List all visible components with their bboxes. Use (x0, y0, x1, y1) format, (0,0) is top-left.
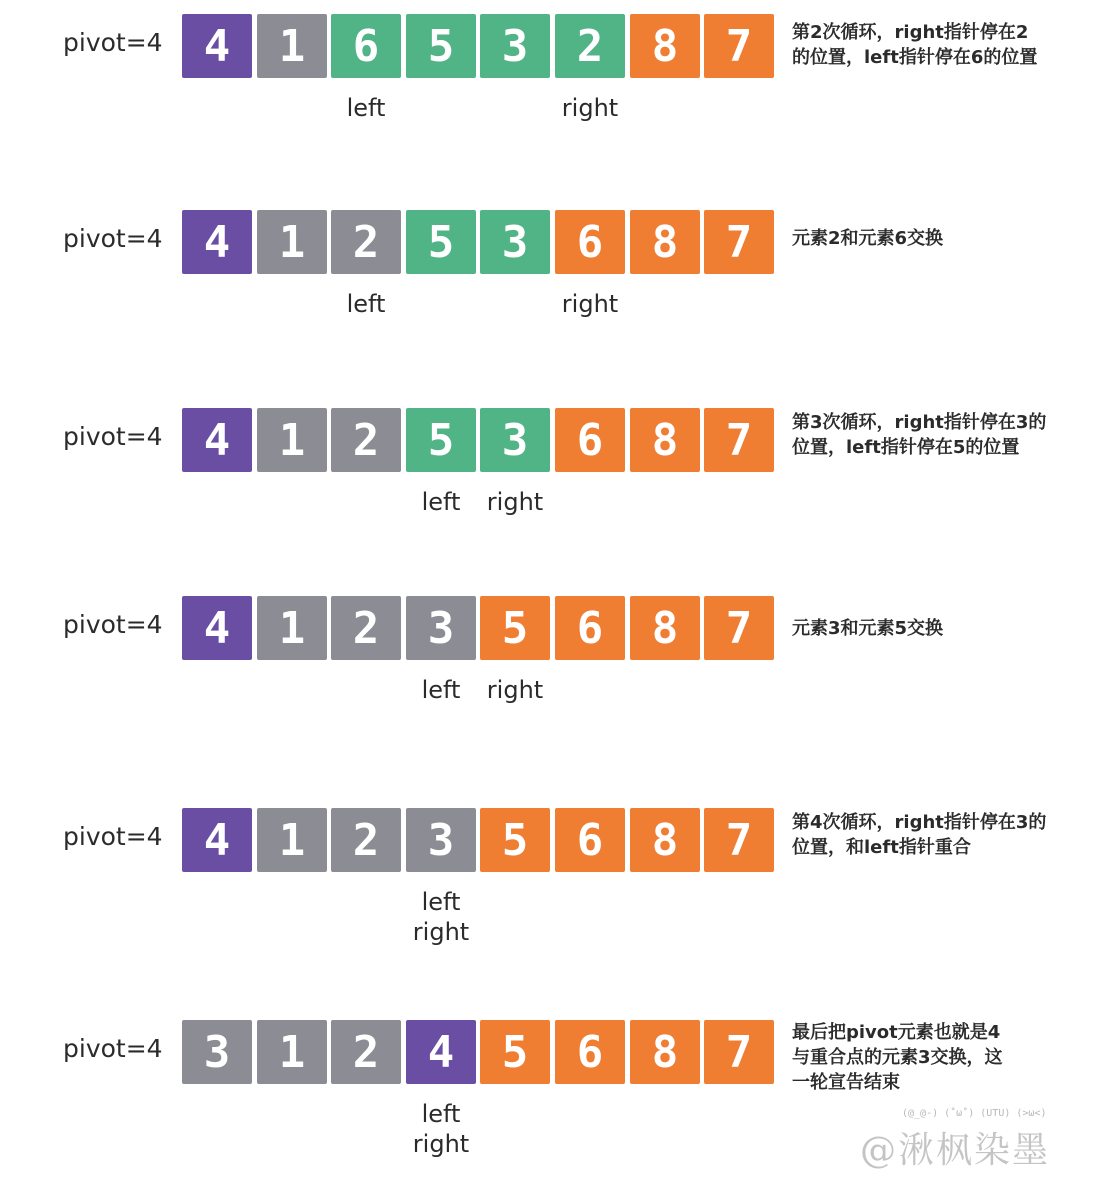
array-cell: 4 (406, 1020, 476, 1084)
array-cell: 1 (257, 408, 327, 472)
pivot-label: pivot=4 (63, 610, 163, 639)
pointer-left: left (346, 94, 386, 122)
pointer-left: left (421, 488, 461, 516)
array-cell: 1 (257, 210, 327, 274)
array-cell: 5 (406, 210, 476, 274)
array-cell: 3 (182, 1020, 252, 1084)
array-cell: 7 (704, 210, 774, 274)
array-cell: 5 (480, 596, 550, 660)
array-cell: 6 (331, 14, 401, 78)
step-note: 最后把pivot元素也就是4 与重合点的元素3交换，这 一轮宣告结束 (792, 1022, 1003, 1093)
step-note: 第4次循环，right指针停在3的 位置，和left指针重合 (792, 812, 1047, 858)
pointer-left: left (421, 888, 461, 916)
array-cell: 6 (555, 596, 625, 660)
array-cell: 6 (555, 808, 625, 872)
array-cell: 2 (331, 596, 401, 660)
array-cell: 7 (704, 808, 774, 872)
array-cell: 4 (182, 14, 252, 78)
array-cell: 7 (704, 14, 774, 78)
array-cell: 8 (630, 1020, 700, 1084)
array-cell: 3 (406, 596, 476, 660)
watermark (860, 1108, 1090, 1178)
array-cell: 4 (182, 210, 252, 274)
pointer-left: left (421, 1100, 461, 1128)
array-cell: 8 (630, 808, 700, 872)
array-cell: 7 (704, 408, 774, 472)
array-cell: 3 (480, 14, 550, 78)
array-cell: 6 (555, 1020, 625, 1084)
array-cell: 4 (182, 408, 252, 472)
array-cell: 5 (406, 14, 476, 78)
array-cell: 7 (704, 1020, 774, 1084)
array-cell: 3 (480, 408, 550, 472)
array-cell: 2 (555, 14, 625, 78)
pivot-label: pivot=4 (63, 1034, 163, 1063)
array-cell: 8 (630, 596, 700, 660)
pivot-label: pivot=4 (63, 822, 163, 851)
pointer-right: right (486, 488, 544, 516)
pivot-label: pivot=4 (63, 28, 163, 57)
step-note: 第2次循环，right指针停在2 的位置，left指针停在6的位置 (792, 22, 1038, 68)
pivot-label: pivot=4 (63, 422, 163, 451)
array-cell: 3 (406, 808, 476, 872)
array-cell: 2 (331, 1020, 401, 1084)
array-cell: 1 (257, 14, 327, 78)
array-cell: 1 (257, 1020, 327, 1084)
array-cell: 5 (480, 1020, 550, 1084)
pointer-left: left (421, 676, 461, 704)
array-cell: 8 (630, 14, 700, 78)
array-cell: 2 (331, 808, 401, 872)
array-cell: 8 (630, 408, 700, 472)
pointer-right: right (561, 94, 619, 122)
pointer-right: right (486, 676, 544, 704)
array-cell: 8 (630, 210, 700, 274)
array-cell: 1 (257, 596, 327, 660)
watermark-faces: (@_@-) (˚ω˚) (UTU) (>ω<) (902, 1108, 1047, 1119)
array-cell: 6 (555, 408, 625, 472)
pointer-left: left (346, 290, 386, 318)
array-cell: 2 (331, 408, 401, 472)
array-cell: 4 (182, 596, 252, 660)
pivot-label: pivot=4 (63, 224, 163, 253)
array-cell: 1 (257, 808, 327, 872)
array-cell: 6 (555, 210, 625, 274)
pointer-right: right (412, 1130, 470, 1158)
watermark-text: @湫枫染墨 (860, 1130, 1051, 1171)
step-note: 元素3和元素5交换 (792, 618, 944, 639)
array-cell: 2 (331, 210, 401, 274)
pointer-right: right (561, 290, 619, 318)
step-note: 元素2和元素6交换 (792, 228, 944, 249)
array-cell: 7 (704, 596, 774, 660)
step-note: 第3次循环，right指针停在3的 位置，left指针停在5的位置 (792, 412, 1047, 458)
array-cell: 5 (406, 408, 476, 472)
pointer-right: right (412, 918, 470, 946)
array-cell: 4 (182, 808, 252, 872)
array-cell: 3 (480, 210, 550, 274)
array-cell: 5 (480, 808, 550, 872)
